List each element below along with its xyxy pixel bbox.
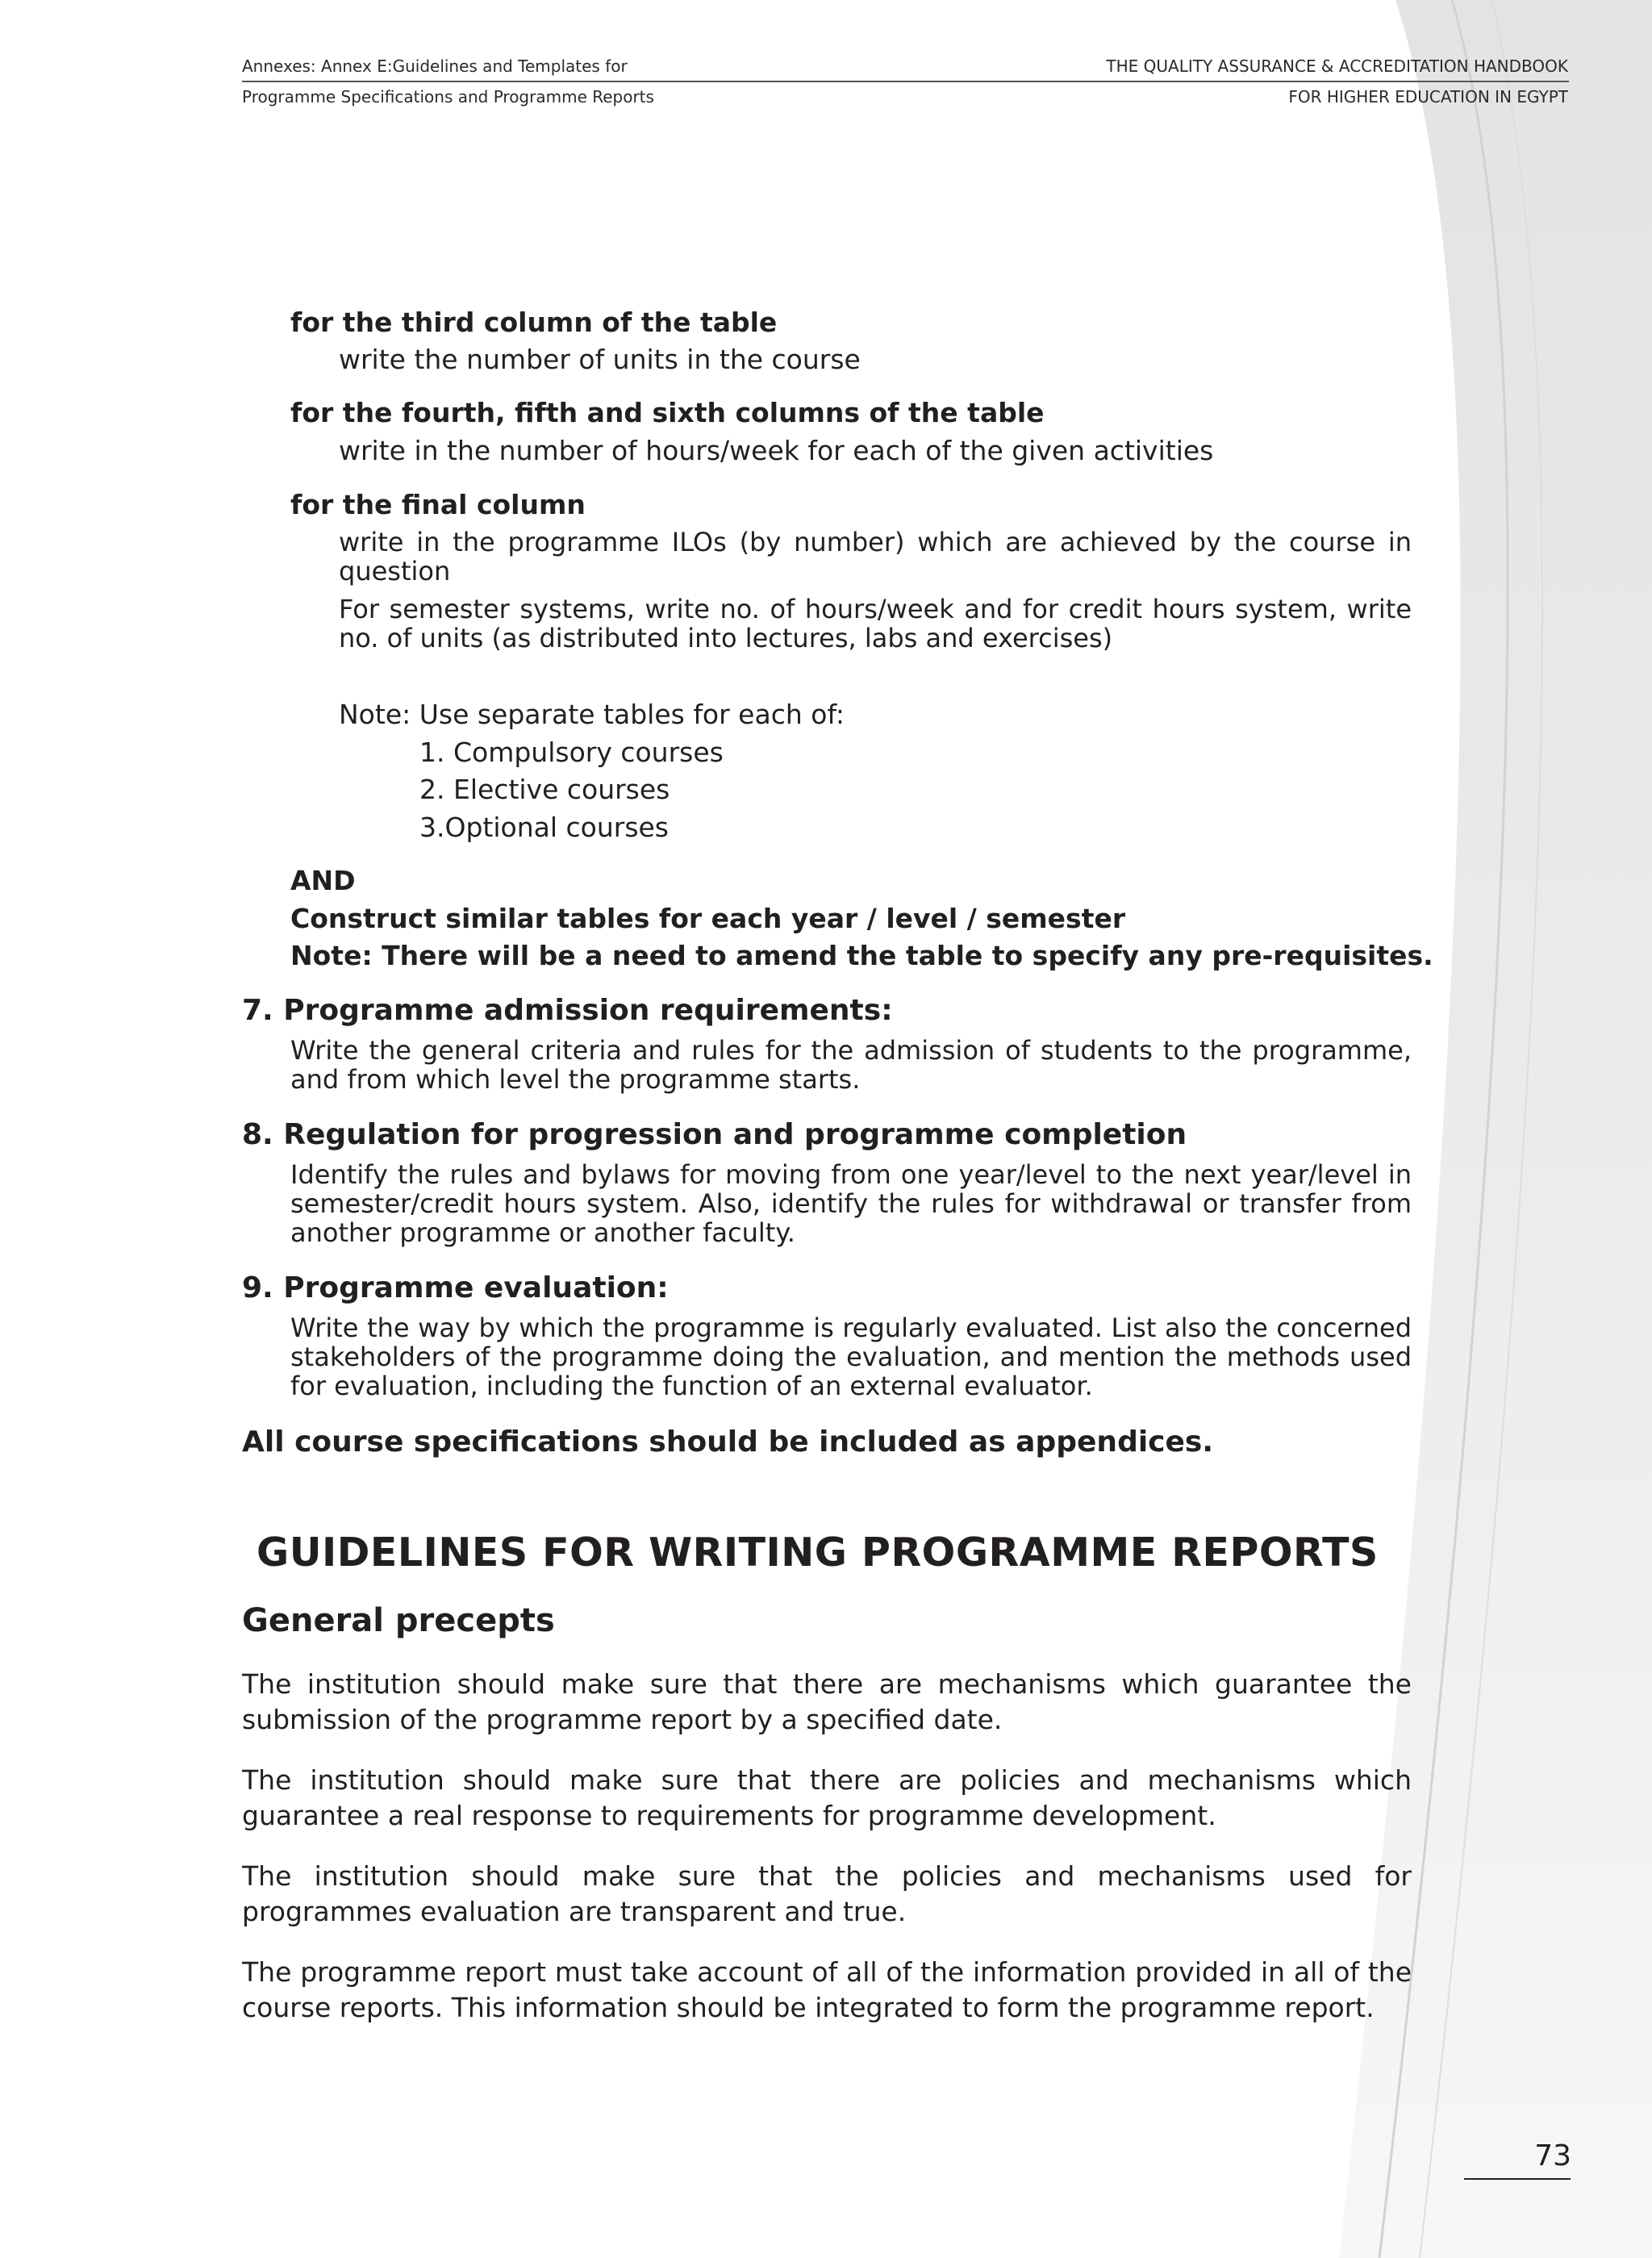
section-8-heading: 8. Regulation for progression and programme completion xyxy=(242,1118,1187,1151)
fourth-sixth-columns-text: write in the number of hours/week for each of the given activities xyxy=(339,435,1214,466)
appendices-note: All course specifications should be included as appendices. xyxy=(242,1425,1214,1459)
general-precepts-subtitle: General precepts xyxy=(242,1602,555,1639)
header-right-line1: THE QUALITY ASSURANCE & ACCREDITATION HANDBOOK xyxy=(1106,56,1568,76)
header-right-line2: FOR HIGHER EDUCATION IN EGYPT xyxy=(1288,87,1568,106)
note-item-optional: 3.Optional courses xyxy=(419,812,670,843)
final-column-heading: for the final column xyxy=(290,489,586,520)
third-column-heading: for the third column of the table xyxy=(290,307,778,338)
final-column-text-semester: For semester systems, write no. of hours/week and for credit hours system, write no. of units (as distributed into lectures, labs and exercises) xyxy=(339,594,1412,653)
section-9-heading: 9. Programme evaluation: xyxy=(242,1271,669,1304)
construct-tables-text: Construct similar tables for each year / level / semester xyxy=(290,903,1126,934)
section-9-text: Write the way by which the programme is regularly evaluated. List also the concerned stakeholders of the programme doing the evaluation, and mention the methods used for evaluation, including the function of an external evaluator. xyxy=(290,1313,1412,1401)
guidelines-title: GUIDELINES FOR WRITING PROGRAMME REPORTS xyxy=(257,1530,1379,1576)
section-7-text: Write the general criteria and rules for the admission of students to the programme, and from which level the programme starts. xyxy=(290,1035,1412,1095)
note-item-elective: 2. Elective courses xyxy=(419,774,670,805)
page-number: 73 xyxy=(1534,2139,1571,2172)
fourth-sixth-columns-heading: for the fourth, fifth and sixth columns of the table xyxy=(290,397,1045,428)
page-number-rule xyxy=(1464,2178,1571,2180)
section-7-heading: 7. Programme admission requirements: xyxy=(242,994,893,1027)
section-8-text: Identify the rules and bylaws for moving from one year/level to the next year/level in semester/credit hours system. Also, identify the rules for withdrawal or transfer from another programme or another faculty. xyxy=(290,1159,1412,1248)
guidelines-paragraph-2: The institution should make sure that there are policies and mechanisms which guarantee a real response to requirements for programme development. xyxy=(242,1764,1412,1831)
prerequisites-note: Note: There will be a need to amend the table to specify any pre-requisites. xyxy=(290,940,1433,971)
note-item-compulsory: 1. Compulsory courses xyxy=(419,737,724,768)
and-label: AND xyxy=(290,865,356,896)
guidelines-paragraph-4: The programme report must take account of all of the information provided in all of the course reports. This information should be integrated to form the programme report. xyxy=(242,1956,1412,2023)
final-column-text-ilos: write in the programme ILOs (by number) which are achieved by the course in question xyxy=(339,527,1412,586)
header-left-line1: Annexes: Annex E:Guidelines and Templates for xyxy=(242,56,628,76)
third-column-text: write the number of units in the course xyxy=(339,344,861,375)
header-left-line2: Programme Specifications and Programme Reports xyxy=(242,87,654,106)
guidelines-paragraph-3: The institution should make sure that the policies and mechanisms used for programmes evaluation are transparent and true. xyxy=(242,1860,1412,1927)
note-intro: Note: Use separate tables for each of: xyxy=(339,699,845,730)
guidelines-paragraph-1: The institution should make sure that there are mechanisms which guarantee the submission of the programme report by a specified date. xyxy=(242,1668,1412,1735)
